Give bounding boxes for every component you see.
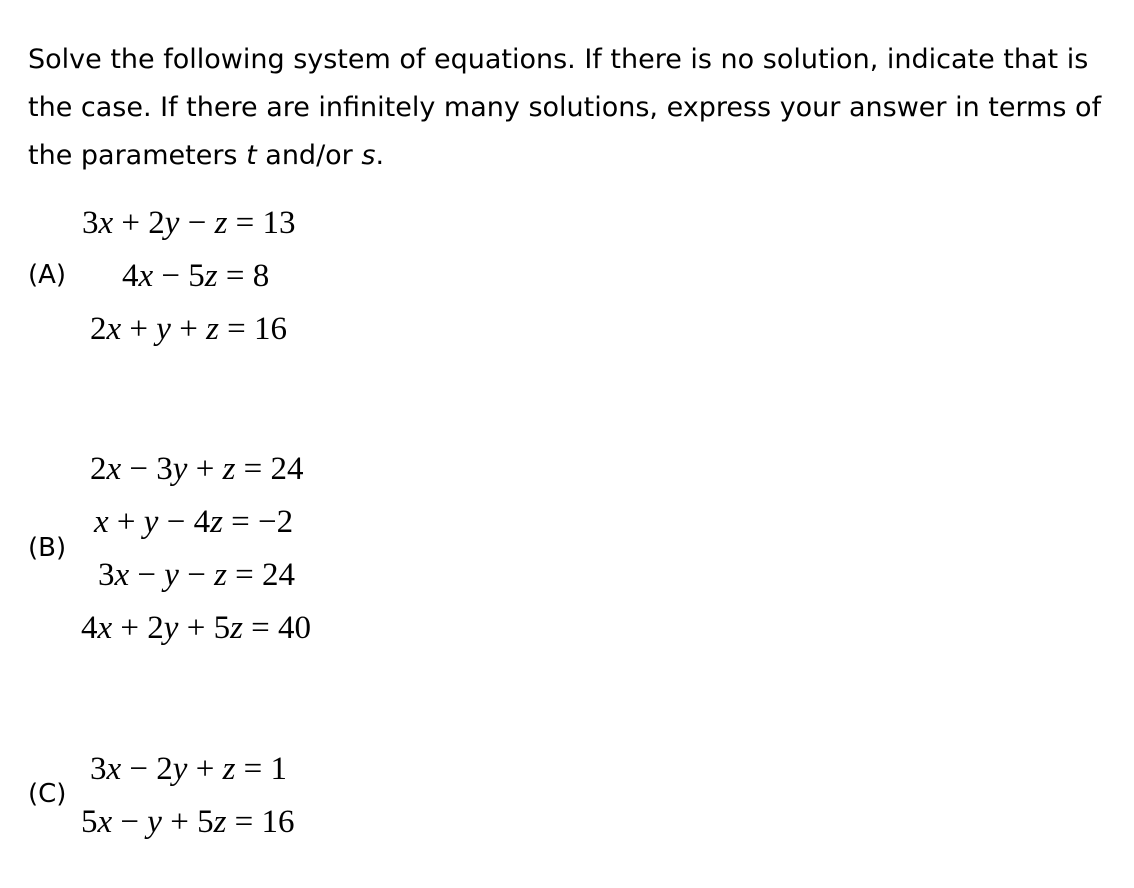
instructions-period: .	[375, 140, 385, 171]
instructions-connector: and/or	[256, 140, 362, 171]
parameter-s: s	[361, 140, 376, 171]
system-a-equation-1: 3x + 2y − z = 13	[82, 205, 296, 241]
system-b-equation-4: 4x + 2y + 5z = 40	[81, 610, 312, 646]
system-b-label: (B)	[28, 533, 67, 563]
parameter-t: t	[246, 140, 257, 171]
problem-instructions	[28, 36, 1118, 180]
instructions-text: Solve the following system of equations. If there is no solution, indicate that is the case. If there are infinitely many solutions, express your answer in terms of the parameters	[28, 44, 1102, 171]
system-b-equation-2: x + y − 4z = −2	[94, 504, 294, 540]
system-a-equation-3: 2x + y + z = 16	[90, 311, 288, 347]
system-c-equation-1: 3x − 2y + z = 1	[90, 751, 288, 787]
system-a-equation-2: 4x − 5z = 8	[122, 258, 270, 294]
system-c-equation-2: 5x − y + 5z = 16	[81, 804, 295, 840]
system-c-label: (C)	[28, 779, 67, 809]
system-a-label: (A)	[28, 260, 67, 290]
system-b-equation-1: 2x − 3y + z = 24	[90, 451, 304, 487]
system-b-equation-3: 3x − y − z = 24	[98, 557, 296, 593]
